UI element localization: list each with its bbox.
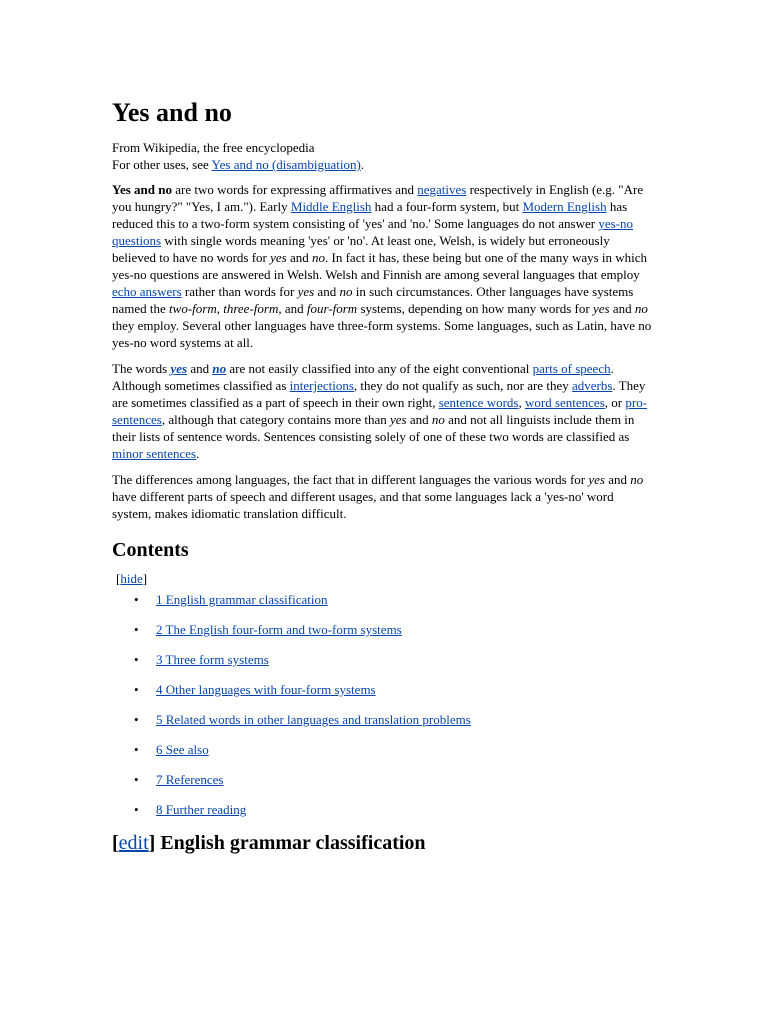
italic-term: yes bbox=[389, 412, 407, 427]
italic-term: yes bbox=[270, 250, 287, 265]
link-minor-sentences[interactable]: minor sentences bbox=[112, 446, 197, 461]
disambiguation-link[interactable]: Yes and no (disambiguation) bbox=[211, 157, 361, 172]
toc-link-8[interactable]: 8 Further reading bbox=[156, 802, 247, 817]
bullet-icon: • bbox=[134, 802, 139, 817]
bullet-icon: • bbox=[134, 592, 139, 607]
italic-term: no bbox=[312, 250, 326, 265]
toc-item bbox=[112, 621, 652, 638]
text: . Although sometimes classified as bbox=[112, 361, 614, 393]
text: . In fact it has, these being but one of the many ways in which yes-no questions are answered in Welsh. Welsh and Finnish are among several languages that employ bbox=[112, 250, 648, 282]
link-pro-sentences[interactable]: pro-sentences bbox=[112, 395, 648, 427]
toc-item bbox=[112, 801, 652, 818]
text: and bbox=[286, 250, 313, 265]
bold-lead: Yes and no bbox=[112, 182, 172, 197]
toc-hide-toggle bbox=[116, 570, 652, 587]
text: , bbox=[216, 301, 224, 316]
link-parts-of-speech[interactable]: parts of speech bbox=[532, 361, 611, 376]
text: are not easily classified into any of the eight conventional bbox=[226, 361, 533, 376]
text: has reduced this to a two-form system consisting of 'yes' and 'no.' Some languages do not answer bbox=[112, 199, 628, 231]
text: and bbox=[187, 361, 213, 376]
italic-term: three-form bbox=[223, 301, 279, 316]
intro-paragraph-2 bbox=[112, 360, 652, 462]
site-tagline: From Wikipedia, the free encyclopedia bbox=[112, 140, 315, 155]
link-middle-english[interactable]: Middle English bbox=[290, 199, 372, 214]
toc-list bbox=[112, 591, 652, 818]
link-yes-no-questions[interactable]: yes-no questions bbox=[112, 216, 633, 248]
toc-link-5[interactable]: 5 Related words in other languages and translation problems bbox=[156, 712, 471, 727]
link-no-label: no bbox=[212, 361, 227, 376]
text: , or bbox=[604, 395, 626, 410]
hatnote bbox=[112, 156, 652, 173]
text: , they do not qualify as such, nor are they bbox=[353, 378, 572, 393]
text: and bbox=[406, 412, 432, 427]
intro-paragraph-3 bbox=[112, 471, 652, 522]
link-modern-english[interactable]: Modern English bbox=[522, 199, 607, 214]
text: , and bbox=[278, 301, 307, 316]
toc-link-7[interactable]: 7 References bbox=[156, 772, 224, 787]
section-heading-english-grammar bbox=[112, 831, 652, 855]
italic-term: four-form bbox=[306, 301, 358, 316]
text: , although that category contains more than bbox=[161, 412, 390, 427]
text: with single words meaning 'yes' or 'no'. At least one, Welsh, is widely but erroneously believed to have no words for bbox=[112, 233, 610, 265]
text: in such circumstances. Other languages have systems named the bbox=[112, 284, 634, 316]
bullet-icon: • bbox=[134, 772, 139, 787]
toc-link-1[interactable]: 1 English grammar classification bbox=[156, 592, 328, 607]
bullet-icon: • bbox=[134, 742, 139, 757]
toc-link-2[interactable]: 2 The English four-form and two-form systems bbox=[156, 622, 402, 637]
text: . They are sometimes classified as a part of speech in their own right, bbox=[112, 378, 646, 410]
text: . bbox=[196, 446, 200, 461]
bracket: [ bbox=[116, 571, 121, 586]
link-echo-answers[interactable]: echo answers bbox=[112, 284, 182, 299]
toc-link-4[interactable]: 4 Other languages with four-form systems bbox=[156, 682, 376, 697]
italic-term: two-form bbox=[169, 301, 217, 316]
bracket: ] bbox=[148, 832, 156, 854]
bracket: [ bbox=[112, 832, 119, 854]
intro-paragraph-1 bbox=[112, 181, 652, 351]
bullet-icon: • bbox=[134, 622, 139, 637]
bracket: ] bbox=[142, 571, 148, 586]
text: systems, depending on how many words for bbox=[357, 301, 593, 316]
section-title: English grammar classification bbox=[155, 832, 426, 854]
hatnote-suffix: . bbox=[360, 157, 365, 172]
text: , bbox=[518, 395, 525, 410]
link-interjections[interactable]: interjections bbox=[289, 378, 354, 393]
link-adverbs[interactable]: adverbs bbox=[571, 378, 613, 393]
italic-term: yes bbox=[592, 301, 610, 316]
edit-section-link[interactable]: edit bbox=[118, 832, 149, 854]
text: have different parts of speech and different usages, and that some languages lack a 'yes-no' word system, makes idiomatic translation difficult. bbox=[112, 489, 614, 521]
text: and not all linguists include them in their lists of sentence words. Sentences consisting solely of one of these two words are classified as bbox=[112, 412, 635, 444]
text: The words bbox=[112, 361, 171, 376]
text: rather than words for bbox=[181, 284, 298, 299]
text: are two words for expressing affirmatives and bbox=[171, 182, 418, 197]
page-title: Yes and no bbox=[112, 98, 232, 127]
text: and bbox=[609, 301, 635, 316]
text: The differences among languages, the fact that in different languages the various words for bbox=[112, 472, 589, 487]
link-negatives[interactable]: negatives bbox=[417, 182, 467, 197]
bullet-icon: • bbox=[134, 652, 139, 667]
toc-item bbox=[112, 741, 652, 758]
toc-item bbox=[112, 591, 652, 608]
hatnote-prefix: For other uses, see bbox=[112, 157, 212, 172]
link-yes[interactable] bbox=[171, 361, 188, 376]
link-word-sentences[interactable]: word sentences bbox=[524, 395, 605, 410]
bullet-icon: • bbox=[134, 712, 139, 727]
italic-term: no bbox=[634, 301, 648, 316]
italic-term: no bbox=[630, 472, 644, 487]
italic-term: yes bbox=[588, 472, 605, 487]
italic-term: no bbox=[339, 284, 353, 299]
text: and bbox=[314, 284, 340, 299]
toc-hide-link[interactable]: hide bbox=[120, 571, 143, 586]
article-content bbox=[112, 97, 652, 863]
text: had a four-form system, but bbox=[371, 199, 523, 214]
contents-heading: Contents bbox=[112, 539, 189, 561]
link-yes-label: yes bbox=[170, 361, 188, 376]
toc-link-3[interactable]: 3 Three form systems bbox=[156, 652, 269, 667]
bullet-icon: • bbox=[134, 682, 139, 697]
toc-link-6[interactable]: 6 See also bbox=[156, 742, 209, 757]
italic-term: no bbox=[431, 412, 445, 427]
text: respectively in English (e.g. "Are you hungry?" "Yes, I am."). Early bbox=[112, 182, 644, 214]
toc-item bbox=[112, 681, 652, 698]
text: they employ. Several other languages have three-form systems. Some languages, such as Latin, have no yes-no word systems at all. bbox=[112, 318, 652, 350]
toc-item bbox=[112, 771, 652, 788]
link-no[interactable] bbox=[212, 361, 226, 376]
toc-item bbox=[112, 651, 652, 668]
italic-term: yes bbox=[297, 284, 315, 299]
link-sentence-words[interactable]: sentence words bbox=[438, 395, 519, 410]
text: and bbox=[605, 472, 631, 487]
toc-item bbox=[112, 711, 652, 728]
